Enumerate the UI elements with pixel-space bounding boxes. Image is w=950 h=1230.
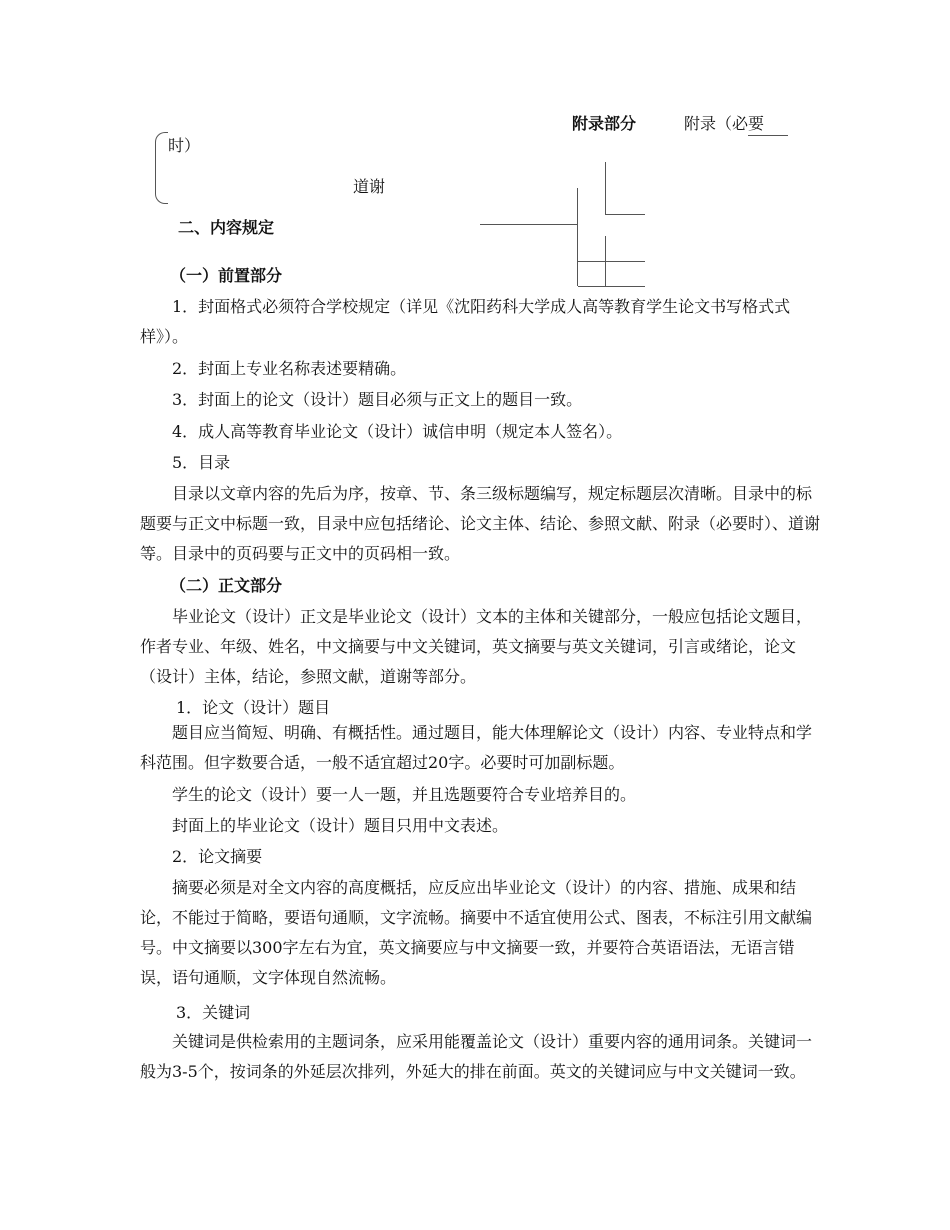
appendix-item-continued: 时） [168,136,201,155]
thanks-item: 道谢 [353,177,386,196]
abstract-paragraph: 摘要必须是对全文内容的高度概括，应反应出毕业论文（设计）的内容、措施、成果和结论，不能过于简略，要语句通顺，文字流畅。摘要中不适宜使用公式、图表，不标注引用文献编号。中文摘要以300字左右为宜，英文摘要应与中文摘要一致，并要符合英语语法，无语言错误，语句通顺，文字体现自然流畅。 [140,878,813,987]
front-item-3: 3．封面上的论文（设计）题目必须与正文上的题目一致。 [172,390,583,409]
title-paragraph-2: 学生的论文（设计）要一人一题，并且选题要符合专业培养目的。 [172,785,637,804]
front-item-1: 1．封面格式必须符合学校规定（详见《沈阳药科大学成人高等教育学生论文书写格式式样》）。 [140,297,791,346]
appendix-item: 附录（必要 [684,114,765,133]
subheading-title: 1．论文（设计）题目 [176,698,331,717]
keywords-paragraph: 关键词是供检索用的主题词条，应采用能覆盖论文（设计）重要内容的通用词条。关键词一般为3-5个，按词条的外延层次排列，外延大的排在前面。英文的关键词应与中文关键词一致。 [140,1032,813,1081]
front-part-heading: （一）前置部分 [170,266,283,285]
title-paragraph-3: 封面上的毕业论文（设计）题目只用中文表述。 [172,816,509,835]
toc-paragraph: 目录以文章内容的先后为序，按章、节、条三级标题编写，规定标题层次清晰。目录中的标题要与正文中标题一致，目录中应包括绪论、论文主体、结论、参照文献、附录（必要时）、道谢等。目录中的页码要与正文中的页码相一致。 [140,484,821,563]
connector-horizontal [480,224,578,225]
subheading-abstract: 2．论文摘要 [172,847,263,866]
connector-branch-upper [605,214,645,215]
front-item-2: 2．封面上专业名称表述要精确。 [172,359,407,378]
front-item-5: 5．目录 [172,453,231,472]
left-brace [155,132,168,204]
subheading-keywords: 3．关键词 [176,1003,251,1022]
title-paragraph-1: 题目应当简短、明确、有概括性。通过题目，能大体理解论文（设计）内容、专业特点和学科范围。但字数要合适，一般不适宜超过20字。必要时可加副标题。 [140,723,813,772]
connector-vertical-left [577,188,578,286]
front-item-4: 4．成人高等教育毕业论文（设计）诚信申明（规定本人签名）。 [172,422,623,441]
appendix-section-heading: 附录部分 [572,114,637,133]
section-heading: 二、内容规定 [178,218,275,237]
connector-vertical-upper [605,162,606,214]
body-intro-paragraph: 毕业论文（设计）正文是毕业论文（设计）文本的主体和关键部分，一般应包括论文题目，作者专业、年级、姓名，中文摘要与中文关键词，英文摘要与英文关键词，引言或绪论，论文（设计）主体，结论，参照文献，道谢等部分。 [140,607,813,686]
connector-branch-lower [578,286,645,287]
appendix-underline [748,135,788,136]
connector-branch-middle [578,261,645,262]
body-part-heading: （二）正文部分 [170,576,283,595]
